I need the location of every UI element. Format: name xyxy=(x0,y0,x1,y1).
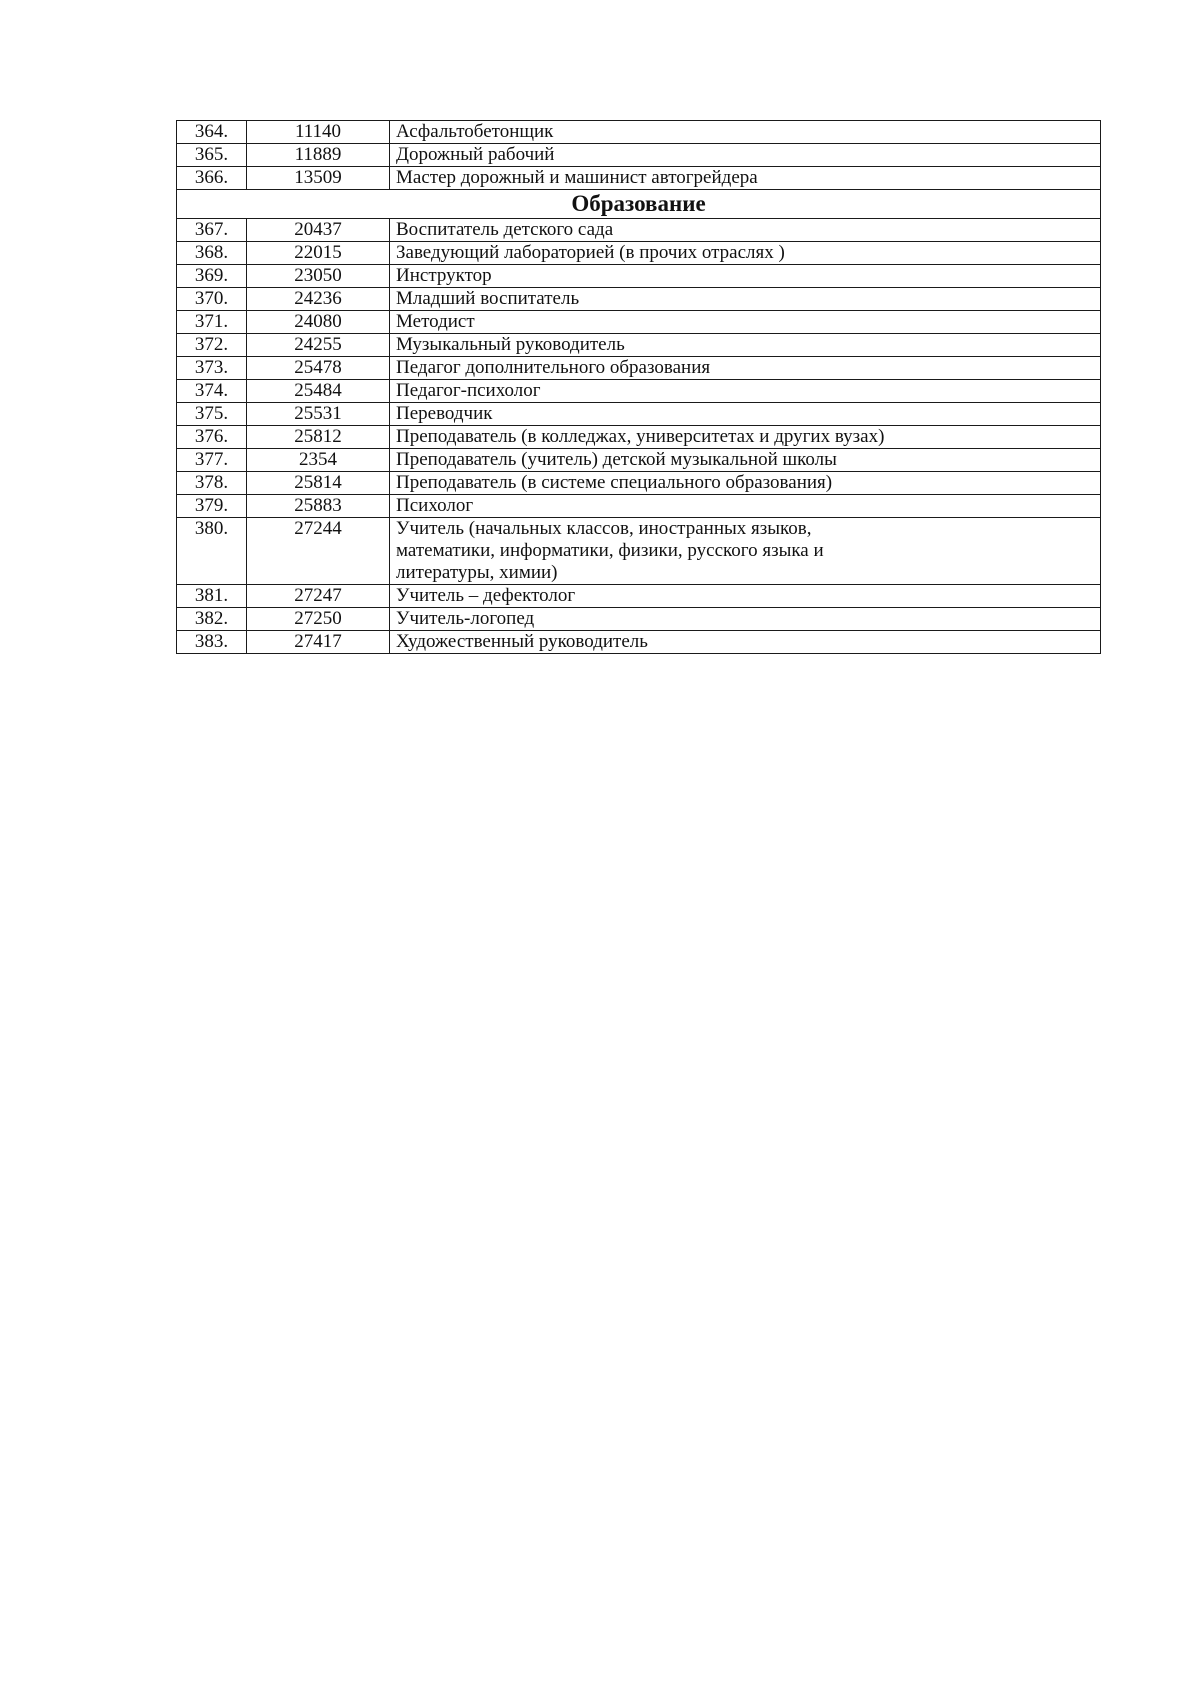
occupation-name: Музыкальный руководитель xyxy=(390,334,1101,357)
row-number: 375. xyxy=(177,403,247,426)
table-row xyxy=(177,357,1101,380)
occupation-name: Заведующий лабораторией (в прочих отраслях ) xyxy=(390,242,1101,265)
occupation-code: 25883 xyxy=(247,495,390,518)
occupation-name: Педагог дополнительного образования xyxy=(390,357,1101,380)
occupation-code: 25531 xyxy=(247,403,390,426)
row-number: 383. xyxy=(177,631,247,654)
row-number: 377. xyxy=(177,449,247,472)
table-row xyxy=(177,311,1101,334)
row-number: 382. xyxy=(177,608,247,631)
row-number: 380. xyxy=(177,518,247,585)
occupation-code: 24080 xyxy=(247,311,390,334)
occupation-code: 27417 xyxy=(247,631,390,654)
occupation-name: Младший воспитатель xyxy=(390,288,1101,311)
row-number: 371. xyxy=(177,311,247,334)
occupation-code: 25478 xyxy=(247,357,390,380)
occupation-code: 23050 xyxy=(247,265,390,288)
occupation-name: Художественный руководитель xyxy=(390,631,1101,654)
occupation-name: Инструктор xyxy=(390,265,1101,288)
table-row xyxy=(177,219,1101,242)
occupation-code: 25484 xyxy=(247,380,390,403)
occupation-name: Воспитатель детского сада xyxy=(390,219,1101,242)
occupation-name: Педагог-психолог xyxy=(390,380,1101,403)
table-row xyxy=(177,585,1101,608)
row-number: 364. xyxy=(177,121,247,144)
occupation-table xyxy=(176,120,1101,654)
table-row xyxy=(177,242,1101,265)
occupation-name xyxy=(390,518,1101,585)
occupation-code: 11889 xyxy=(247,144,390,167)
occupation-name: Дорожный рабочий xyxy=(390,144,1101,167)
table-row xyxy=(177,631,1101,654)
occupation-name: Методист xyxy=(390,311,1101,334)
table-row xyxy=(177,608,1101,631)
occupation-code: 13509 xyxy=(247,167,390,190)
table-row xyxy=(177,265,1101,288)
occupation-code: 24255 xyxy=(247,334,390,357)
section-title: Образование xyxy=(177,190,1101,219)
occupation-code: 11140 xyxy=(247,121,390,144)
row-number: 368. xyxy=(177,242,247,265)
row-number: 381. xyxy=(177,585,247,608)
table-row xyxy=(177,495,1101,518)
table-row xyxy=(177,518,1101,585)
row-number: 374. xyxy=(177,380,247,403)
occupation-code: 27244 xyxy=(247,518,390,585)
occupation-name: Преподаватель (учитель) детской музыкальной школы xyxy=(390,449,1101,472)
table-row xyxy=(177,380,1101,403)
occupation-code: 27247 xyxy=(247,585,390,608)
table-row xyxy=(177,334,1101,357)
table-row xyxy=(177,167,1101,190)
occupation-name-line: литературы, химии) xyxy=(396,562,558,583)
occupation-name: Учитель-логопед xyxy=(390,608,1101,631)
table-row xyxy=(177,288,1101,311)
occupation-name: Преподаватель (в колледжах, университетах и других вузах) xyxy=(390,426,1101,449)
row-number: 378. xyxy=(177,472,247,495)
occupation-code: 22015 xyxy=(247,242,390,265)
occupation-name: Мастер дорожный и машинист автогрейдера xyxy=(390,167,1101,190)
row-number: 379. xyxy=(177,495,247,518)
occupation-code: 27250 xyxy=(247,608,390,631)
row-number: 376. xyxy=(177,426,247,449)
occupation-name: Переводчик xyxy=(390,403,1101,426)
row-number: 372. xyxy=(177,334,247,357)
occupation-name: Асфальтобетонщик xyxy=(390,121,1101,144)
table-row xyxy=(177,449,1101,472)
table-row xyxy=(177,144,1101,167)
occupation-name-line: Учитель (начальных классов, иностранных языков, xyxy=(396,518,812,539)
occupation-name-line: математики, информатики, физики, русского языка и xyxy=(396,540,824,561)
table-row xyxy=(177,403,1101,426)
row-number: 365. xyxy=(177,144,247,167)
table-row xyxy=(177,121,1101,144)
occupation-code: 20437 xyxy=(247,219,390,242)
occupation-name: Психолог xyxy=(390,495,1101,518)
occupation-code: 25814 xyxy=(247,472,390,495)
row-number: 369. xyxy=(177,265,247,288)
row-number: 370. xyxy=(177,288,247,311)
row-number: 366. xyxy=(177,167,247,190)
occupation-code: 2354 xyxy=(247,449,390,472)
occupation-code: 24236 xyxy=(247,288,390,311)
occupation-code: 25812 xyxy=(247,426,390,449)
table-row xyxy=(177,426,1101,449)
occupation-name: Преподаватель (в системе специального образования) xyxy=(390,472,1101,495)
table-row xyxy=(177,472,1101,495)
section-header-row xyxy=(177,190,1101,219)
row-number: 367. xyxy=(177,219,247,242)
occupation-name: Учитель – дефектолог xyxy=(390,585,1101,608)
row-number: 373. xyxy=(177,357,247,380)
